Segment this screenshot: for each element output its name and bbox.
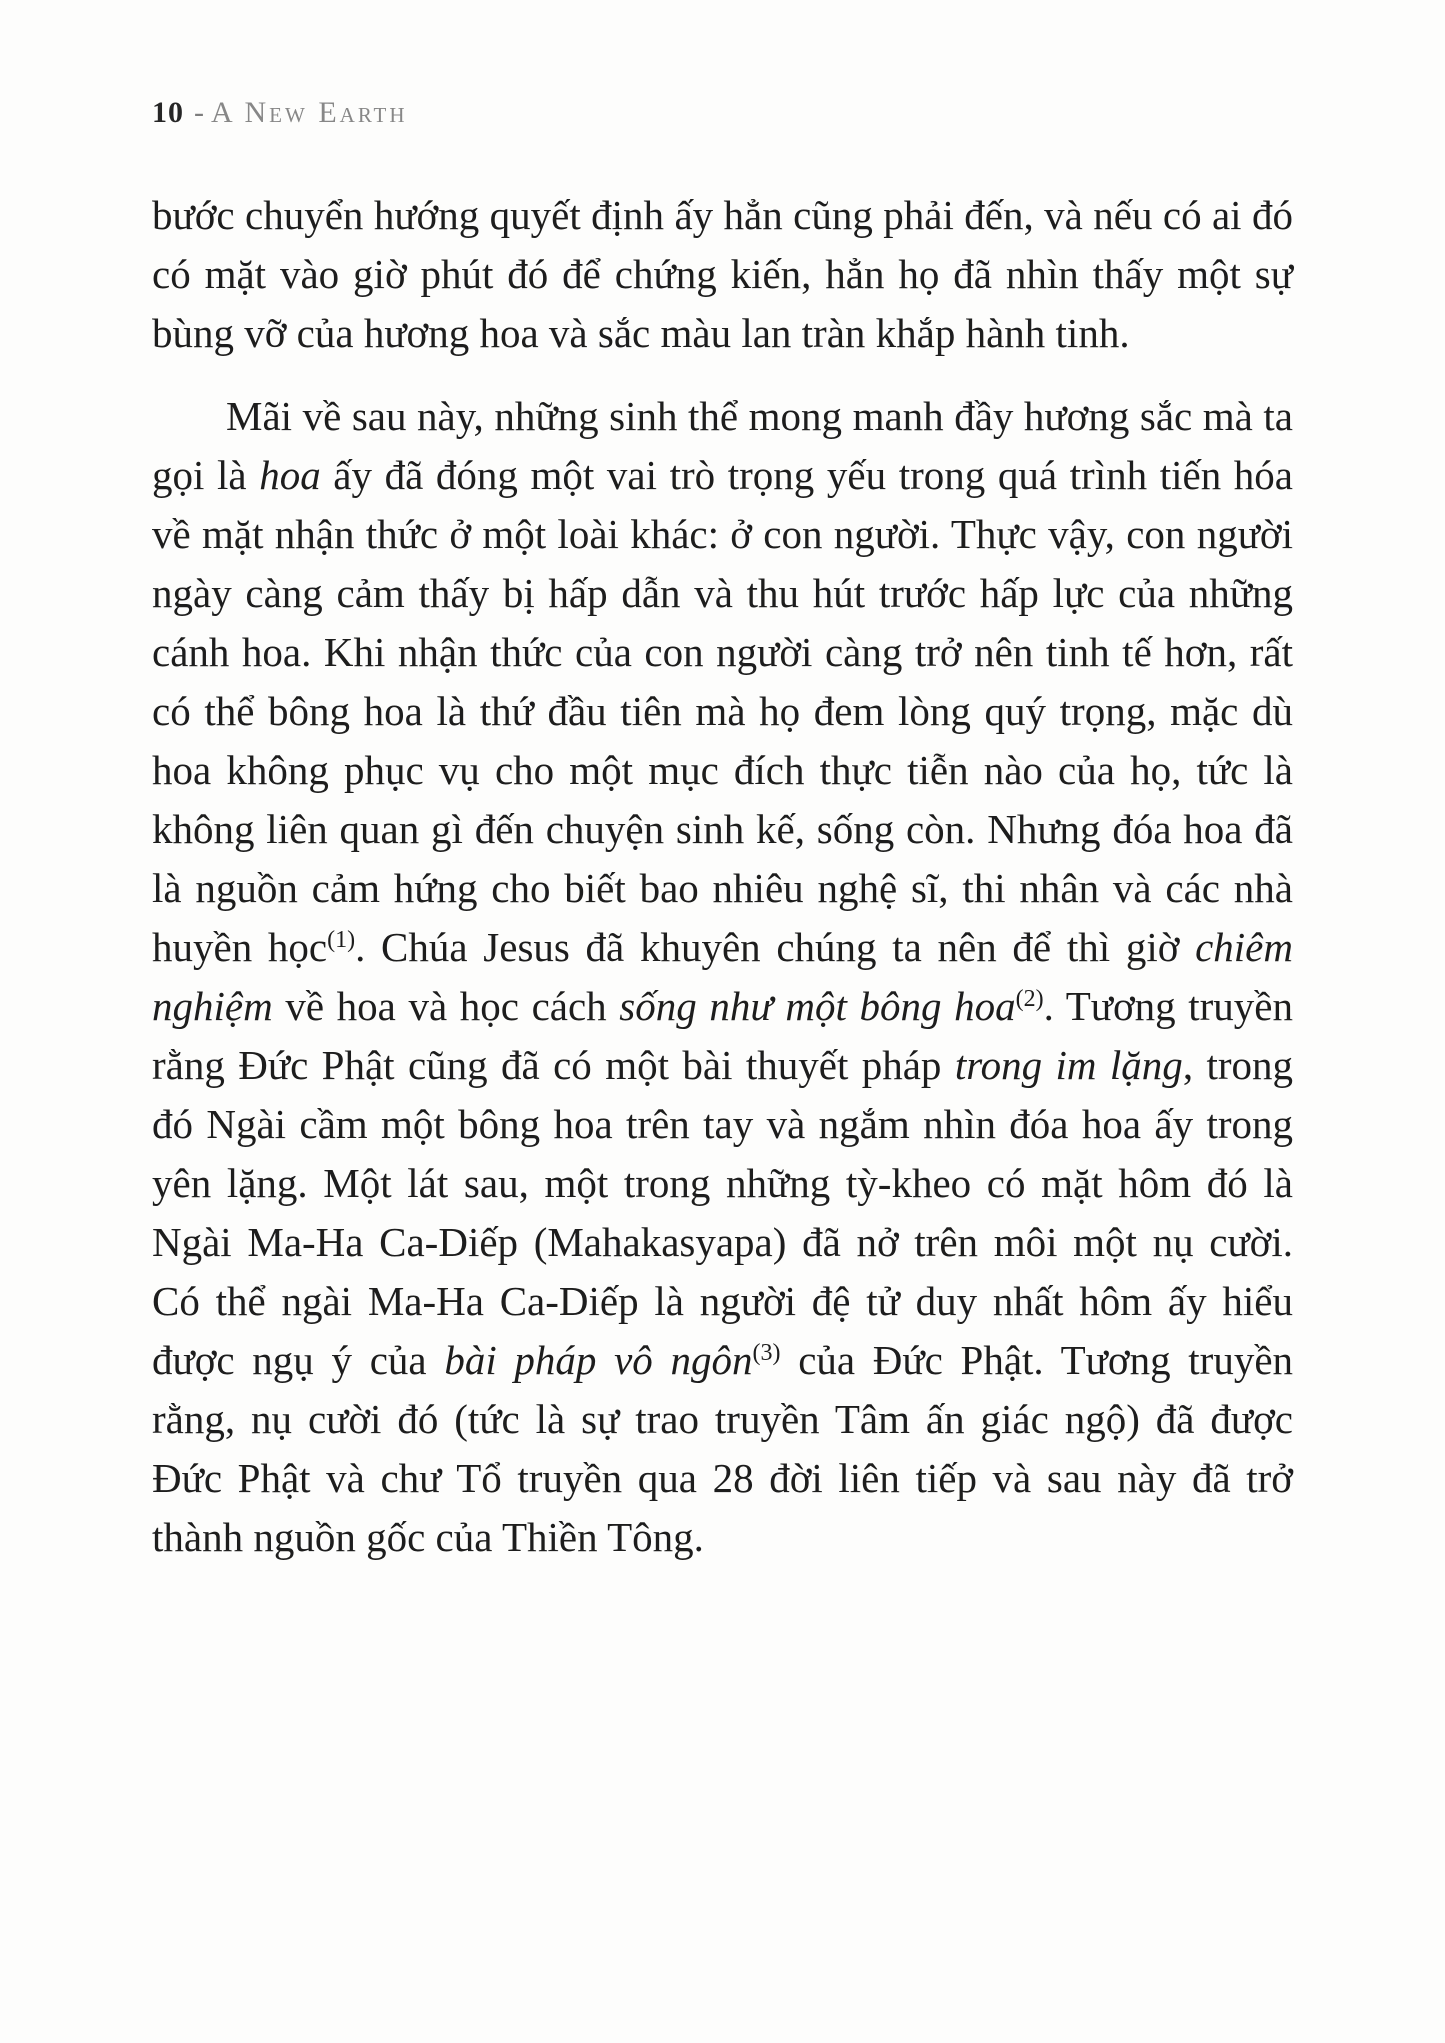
footnote-marker: (2) (1015, 986, 1044, 1012)
text-segment: bài pháp vô ngôn (444, 1337, 753, 1383)
text-segment: của Đức Phật. Tương truyền rằng, nụ cười đó (tức là sự trao truyền Tâm ấn giác ngộ) đã được Đức Phật và chư Tổ truyền qua 28 đời liên tiếp và sau này đã trở thành nguồn gốc của Thiền Tông. (152, 1337, 1294, 1560)
text-segment: Mãi về sau này, những sinh thể mong manh đầy hương sắc mà ta gọi là (152, 393, 1293, 498)
text-segment: trong im lặng (954, 1042, 1183, 1088)
header-separator: - (194, 96, 205, 129)
footnote-marker: (1) (327, 927, 356, 953)
paragraph (152, 387, 1293, 1567)
paragraph (152, 186, 1293, 363)
page-number: 10 (152, 96, 184, 129)
text-segment: . Tương truyền rằng Đức Phật cũng đã có một bài thuyết pháp (152, 983, 1293, 1088)
text-segment: ấy đã đóng một vai trò trọng yếu trong quá trình tiến hóa về mặt nhận thức ở một loài khác: ở con người. Thực vậy, con người ngày càng cảm thấy bị hấp dẫn và thu hút trước hấp lực của những cánh hoa. Khi nhận thức của con người càng trở nên tinh tế hơn, rất có thể bông hoa là thứ đầu tiên mà họ đem lòng quý trọng, mặc dù hoa không phục vụ cho một mục đích thực tiễn nào của họ, tức là không liên quan gì đến chuyện sinh kế, sống còn. Nhưng đóa hoa đã là nguồn cảm hứng cho biết bao nhiêu nghệ sĩ, thi nhân và các nhà huyền học (152, 452, 1293, 970)
text-segment: . Chúa Jesus đã khuyên chúng ta nên để thì giờ (355, 924, 1196, 970)
text-segment: chiêm nghiệm (152, 924, 1293, 1029)
text-segment: hoa (259, 452, 321, 498)
text-segment: , trong đó Ngài cầm một bông hoa trên tay và ngắm nhìn đóa hoa ấy trong yên lặng. Một lát sau, một trong những tỳ-kheo có mặt hôm đó là Ngài Ma-Ha Ca-Diếp (Mahakasyapa) đã nở trên môi một nụ cười. Có thể ngài Ma-Ha Ca-Diếp là người đệ tử duy nhất hôm ấy hiểu được ngụ ý của (152, 1042, 1293, 1383)
page-header (152, 96, 1293, 130)
footnote-marker: (3) (752, 1340, 781, 1366)
book-title: A New Earth (211, 96, 408, 129)
text-segment: sống như một bông hoa (619, 983, 1016, 1029)
page-body (152, 186, 1293, 1567)
text-segment: về hoa và học cách (272, 983, 620, 1029)
text-segment: bước chuyển hướng quyết định ấy hẳn cũng phải đến, và nếu có ai đó có mặt vào giờ phút đó để chứng kiến, hẳn họ đã nhìn thấy một sự bùng vỡ của hương hoa và sắc màu lan tràn khắp hành tinh. (152, 192, 1293, 356)
